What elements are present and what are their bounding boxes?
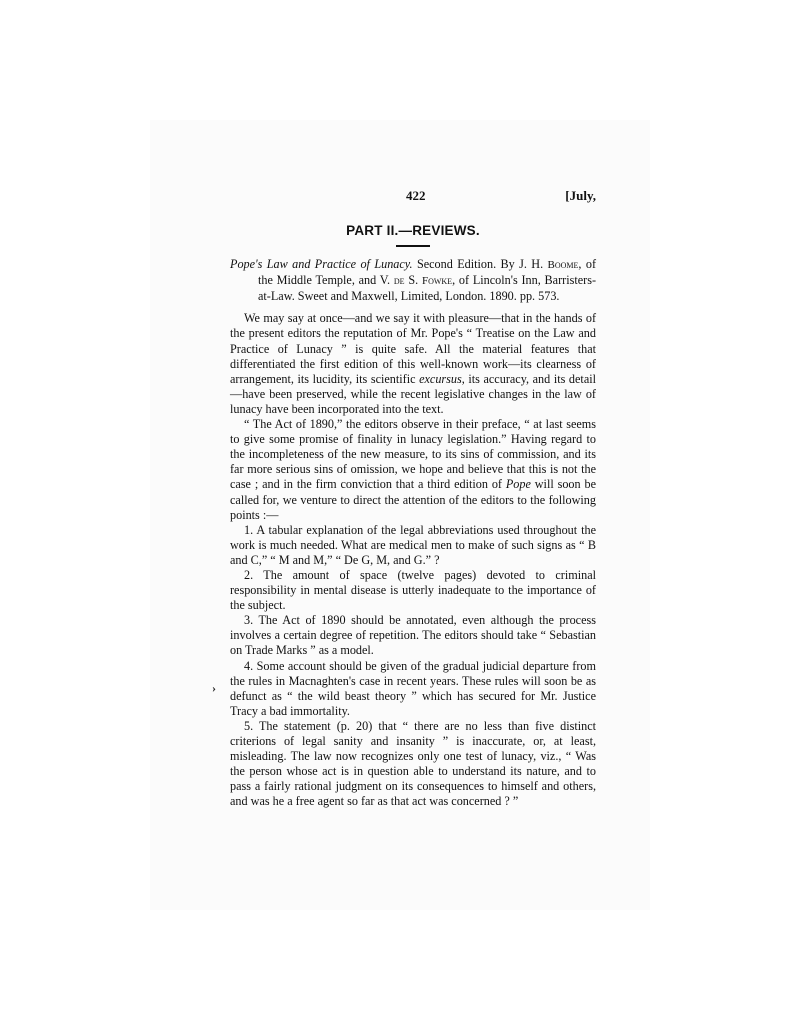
paragraph-italic: excursus xyxy=(419,371,462,386)
paragraph-text: will soon be called for, we venture to direct the attention of the editors to the following points :— xyxy=(230,477,596,522)
point-2 xyxy=(230,568,596,613)
margin-mark: › xyxy=(212,681,216,695)
book-title: Pope's Law and Practice of Lunacy. xyxy=(230,257,413,272)
citation-author-fowke: Fowke xyxy=(421,275,453,288)
running-head xyxy=(230,188,596,206)
citation-mid-2: S. xyxy=(404,273,422,288)
point-4 xyxy=(230,659,596,719)
citation-edition: Second Edition. By J. H. xyxy=(412,257,548,272)
book-page xyxy=(230,188,596,809)
paragraph-text: 1. A tabular explanation of the legal abbreviations used throughout the work is much needed. What are medical men to make of such signs as “ B and C,” “ M and M,” “ De G, M, and G.” ? xyxy=(230,522,596,567)
citation-mid-1: , of the Middle Temple, and V. xyxy=(258,257,596,288)
point-5 xyxy=(230,719,596,810)
paragraph-text: “ The Act of 1890,” the editors observe in their preface, “ at last seems to give some promise of finality in lunacy legislation.” Having regard to the incompleteness of the new measure, to its sins of commission, and its far more serious sins of omission, we hope and believe that this is not the case ; and in the firm conviction that a third edition of xyxy=(230,417,596,492)
citation-author-boome: Boome xyxy=(547,259,579,272)
paragraph-italic: Pope xyxy=(505,477,531,492)
paragraph-text: 2. The amount of space (twelve pages) devoted to criminal responsibility in mental disease is utterly inadequate to the importance of the subject. xyxy=(230,567,596,613)
paragraph-act-1890 xyxy=(230,417,596,523)
point-3 xyxy=(230,613,596,658)
paragraph-text: , its accuracy, and its detail—have been preserved, while the recent legislative changes in the law of lunacy have been incorporated into the text. xyxy=(230,371,596,416)
page-number: 422 xyxy=(406,188,426,203)
paragraph-intro xyxy=(230,311,596,417)
citation-rest: , of Lincoln's Inn, Barristers-at-Law. Sweet and Maxwell, Limited, London. 1890. pp. 573. xyxy=(258,273,596,304)
point-1 xyxy=(230,523,596,568)
running-head-date: [July, xyxy=(565,188,596,203)
section-heading: PART II.—REVIEWS. xyxy=(346,223,480,238)
paragraph-text: We may say at once—and we say it with pleasure—that in the hands of the present editors the reputation of Mr. Pope's “ Treatise on the Law and Practice of Lunacy ” is quite safe. All the material features that differentiated the first edition of this well-known work—its clearness of arrangement, its lucidity, its scientific xyxy=(230,311,596,386)
paragraph-text: 5. The statement (p. 20) that “ there are no less than five distinct criterions of legal sanity and insanity ” is inaccurate, or, at least, misleading. The law now recognizes only one test of lunacy, viz., “ Was the person whose act is in question able to understand its nature, and to pass a fairly rational judgment on its consequences to himself and others, and was he a free agent so far as that act was concerned ? ” xyxy=(230,718,596,809)
heading-rule xyxy=(396,245,430,247)
citation-de: de xyxy=(393,275,405,288)
review-citation xyxy=(230,257,596,304)
paragraph-text: 3. The Act of 1890 should be annotated, even although the process involves a certain degree of repetition. The editors should take “ Sebastian on Trade Marks ” as a model. xyxy=(230,613,596,658)
paragraph-text: 4. Some account should be given of the gradual judicial departure from the rules in Macnaghten's case in recent years. These rules will soon be as defunct as “ the wild beast theory ” which has secured for Mr. Justice Tracy a bad immortality. xyxy=(230,658,596,718)
